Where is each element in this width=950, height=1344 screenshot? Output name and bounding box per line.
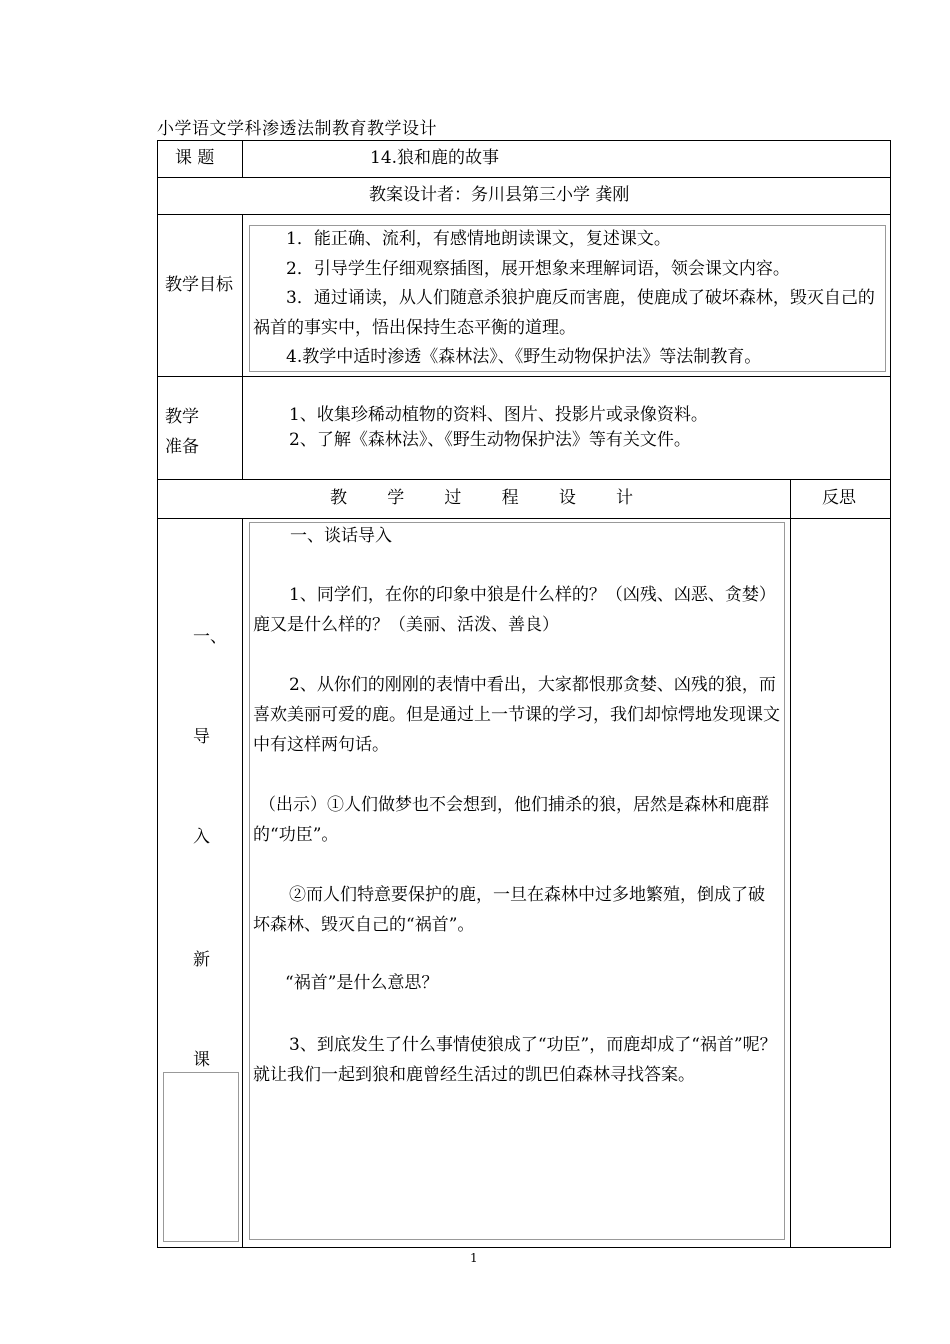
designer-line: 教案设计者：务川县第三小学 龚刚 — [369, 185, 630, 205]
section-label-char: 课 — [193, 1050, 210, 1070]
table-border — [242, 518, 243, 1248]
prep-item: 1、收集珍稀动植物的资料、图片、投影片或录像资料。 — [289, 405, 708, 425]
table-border — [890, 140, 891, 1248]
section-label-char: 新 — [193, 950, 210, 970]
process-header: 教 学 过 程 设 计 — [330, 488, 640, 508]
section-label-char: 导 — [193, 727, 210, 747]
topic-label: 课 题 — [175, 148, 215, 168]
process-paragraph: ②而人们特意要保护的鹿，一旦在森林中过多地繁殖，倒成了破坏森林、毁灭自己的“祸首”。 — [253, 885, 765, 935]
page-number: 1 — [470, 1251, 478, 1265]
table-border — [157, 140, 891, 141]
process-paragraph: 3、到底发生了什么事情使狼成了“功臣”，而鹿却成了“祸首”呢？就让我们一起到狼和鹿曾经生活过的凯巴伯森林寻找答案。 — [253, 1035, 777, 1085]
table-border — [157, 177, 891, 178]
table-border — [157, 479, 891, 480]
goals-label: 教学目标 — [165, 275, 233, 295]
table-border — [790, 479, 791, 1248]
process-paragraph: 2、从你们的刚刚的表情中看出，大家都恨那贪婪、凶残的狼，而喜欢美丽可爱的鹿。但是通过上一节课的学习，我们却惊愕地发现课文中有这样两句话。 — [253, 675, 780, 755]
goal-item: 2．引导学生仔细观察插图，展开想象来理解词语，领会课文内容。 — [286, 259, 790, 279]
section-label-char: 一、 — [193, 627, 227, 647]
section-label-char: 入 — [193, 827, 210, 847]
table-border — [242, 214, 243, 480]
table-border — [157, 376, 891, 377]
label-frame — [163, 1072, 239, 1242]
table-border — [157, 140, 158, 1248]
table-border — [157, 1247, 891, 1248]
process-paragraph: 1、同学们，在你的印象中狼是什么样的？（凶残、凶恶、贪婪）鹿又是什么样的？（美丽、活泼、善良） — [253, 585, 776, 635]
document-title: 小学语文学科渗透法制教育教学设计 — [157, 119, 437, 139]
goal-item: 1．能正确、流利，有感情地朗读课文，复述课文。 — [286, 229, 671, 249]
table-border — [157, 214, 891, 215]
process-paragraph: （出示）①人们做梦也不会想到，他们捕杀的狼，居然是森林和鹿群的“功臣”。 — [253, 795, 769, 845]
reflection-header: 反思 — [822, 488, 856, 508]
table-border — [157, 518, 891, 519]
prep-item: 2、了解《森林法》、《野生动物保护法》等有关文件。 — [289, 430, 691, 450]
table-border — [242, 140, 243, 178]
topic-value: 14.狼和鹿的故事 — [370, 148, 500, 168]
goal-item: 3．通过诵读，从人们随意杀狼护鹿反而害鹿，使鹿成了破坏森林，毁灭自己的祸首的事实中，悟出保持生态平衡的道理。 — [253, 288, 875, 338]
section-heading: 一、谈话导入 — [290, 526, 392, 546]
prep-label: 教学准备 — [165, 407, 199, 457]
process-paragraph: “祸首”是什么意思？ — [285, 973, 439, 993]
goal-item: 4.教学中适时渗透《森林法》、《野生动物保护法》等法制教育。 — [286, 347, 762, 367]
